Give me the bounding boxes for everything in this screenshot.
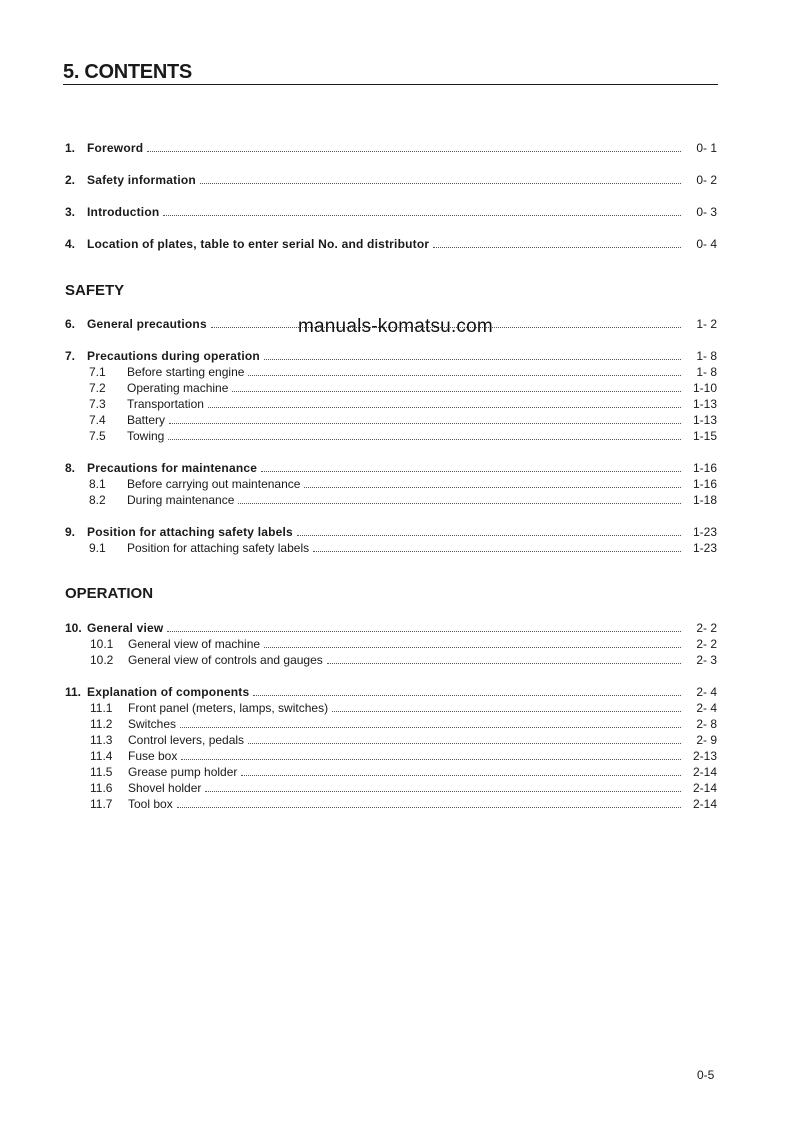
dot-leader [181,758,681,760]
dot-leader [169,422,681,424]
dot-leader [297,534,681,536]
toc-entry-battery[interactable] [65,412,717,427]
dot-leader [241,774,681,776]
toc-page: 1-13 [692,413,717,427]
toc-number: 11.2 [90,717,113,731]
toc-entry-general-view-of-controls[interactable] [65,652,717,667]
dot-leader [313,550,681,552]
toc-label: Before carrying out maintenance [127,477,301,491]
dot-leader [248,742,681,744]
page-title: 5. CONTENTS [63,61,192,83]
dot-leader [163,214,681,216]
toc-number: 11.1 [90,701,113,715]
toc-entry-safety-information[interactable] [65,172,717,187]
toc-page: 2-14 [692,765,717,779]
toc-number: 10. [65,621,82,635]
toc-number: 6. [65,317,76,331]
toc-number: 9.1 [89,541,106,555]
toc-number: 2. [65,173,76,187]
toc-number: 10.1 [90,637,114,651]
toc-entry-transportation[interactable] [65,396,717,411]
toc-page: 2- 3 [696,653,717,667]
toc-entry-location-of-plates[interactable] [65,236,717,251]
toc-page: 1- 8 [696,365,717,379]
toc-number: 11.3 [90,733,113,747]
dot-leader [327,662,681,664]
toc-entry-front-panel[interactable] [65,700,717,715]
toc-page: 1-13 [692,397,717,411]
dot-leader [167,630,681,632]
dot-leader [200,182,681,184]
toc-label: Switches [128,717,177,731]
toc-entry-before-starting-engine[interactable] [65,364,717,379]
dot-leader [264,358,681,360]
toc-page: 2- 4 [696,701,717,715]
toc-label: Operating machine [127,381,229,395]
dot-leader [180,726,681,728]
toc-label: General view of machine [128,637,261,651]
toc-number: 8.1 [89,477,106,491]
toc-label: Foreword [87,141,144,155]
toc-label: Transportation [127,397,204,411]
dot-leader [261,470,681,472]
toc-number: 9. [65,525,76,539]
toc-page: 2- 2 [696,637,717,651]
dot-leader [253,694,681,696]
toc-page: 2- 2 [696,621,717,635]
toc-page: 1-15 [692,429,717,443]
toc-label: General precautions [87,317,207,331]
toc-label: General view of controls and gauges [128,653,323,667]
toc-label: Grease pump holder [128,765,238,779]
toc-entry-shovel-holder[interactable] [65,780,717,795]
toc-label: Precautions during operation [87,349,260,363]
toc-page: 2-13 [692,749,717,763]
toc-entry-foreword[interactable] [65,140,717,155]
toc-entry-explanation-of-components[interactable] [65,684,717,699]
dot-leader [232,390,681,392]
toc-number: 7.5 [89,429,106,443]
toc-label: Safety information [87,173,196,187]
toc-page: 1- 2 [696,317,717,331]
dot-leader [238,502,681,504]
toc-number: 7.2 [89,381,106,395]
toc-page: 0- 2 [696,173,717,187]
toc-page: 1-23 [692,541,717,555]
section-heading-safety: SAFETY [65,282,125,299]
dot-leader [177,806,681,808]
toc-entry-switches[interactable] [65,716,717,731]
dot-leader [332,710,681,712]
toc-label: Position for attaching safety labels [87,525,293,539]
toc-page: 0- 1 [696,141,717,155]
toc-label: Location of plates, table to enter serial No. and distributor [87,237,430,251]
dot-leader [168,438,681,440]
toc-page: 2- 9 [696,733,717,747]
dot-leader [248,374,681,376]
toc-label: Tool box [128,797,173,811]
dot-leader [304,486,681,488]
toc-number: 1. [65,141,76,155]
toc-entry-before-carrying-out-maintenance[interactable] [65,476,717,491]
dot-leader [147,150,681,152]
toc-number: 4. [65,237,76,251]
toc-label: Battery [127,413,166,427]
dot-leader [264,646,681,648]
toc-entry-precautions-during-operation[interactable] [65,348,717,363]
toc-label: Shovel holder [128,781,202,795]
toc-page: 1-23 [692,525,717,539]
toc-entry-operating-machine[interactable] [65,380,717,395]
toc-entry-grease-pump-holder[interactable] [65,764,717,779]
toc-label: During maintenance [127,493,235,507]
toc-entry-position-for-safety-labels-sub[interactable] [65,540,717,555]
toc-number: 7.4 [89,413,106,427]
toc-entry-fuse-box[interactable] [65,748,717,763]
toc-page: 2-14 [692,781,717,795]
section-heading-operation: OPERATION [65,585,154,602]
toc-entry-towing[interactable] [65,428,717,443]
toc-entry-general-view-of-machine[interactable] [65,636,717,651]
toc-page: 0- 3 [696,205,717,219]
toc-label: Before starting engine [127,365,245,379]
toc-entry-position-for-safety-labels[interactable] [65,524,717,539]
toc-number: 10.2 [90,653,114,667]
dot-leader [205,790,681,792]
page-number: 0-5 [697,1068,715,1082]
toc-entry-control-levers-pedals[interactable] [65,732,717,747]
toc-label: Front panel (meters, lamps, switches) [128,701,329,715]
title-rule [63,60,718,85]
dot-leader [208,406,681,408]
toc-page: 1-18 [692,493,717,507]
toc-page: 2-14 [692,797,717,811]
toc-page: 1- 8 [696,349,717,363]
toc-number: 8. [65,461,76,475]
toc-page: 2- 4 [696,685,717,699]
toc-page: 0- 4 [696,237,717,251]
toc-label: Explanation of components [87,685,250,699]
watermark-text: manuals-komatsu.com [298,316,493,337]
dot-leader [433,246,681,248]
toc-page: 1-16 [692,477,717,491]
toc-number: 11.4 [90,749,113,763]
toc-page: 1-16 [692,461,717,475]
toc-page: 2- 8 [696,717,717,731]
toc-entry-general-view[interactable] [65,620,717,635]
toc-label: Position for attaching safety labels [127,541,310,555]
toc-number: 11. [65,685,82,699]
toc-number: 11.7 [90,797,113,811]
toc-number: 11.5 [90,765,113,779]
toc-number: 3. [65,205,76,219]
toc-label: Towing [127,429,165,443]
toc-entry-during-maintenance[interactable] [65,492,717,507]
toc-label: Precautions for maintenance [87,461,258,475]
toc-entry-introduction[interactable] [65,204,717,219]
toc-entry-precautions-for-maintenance[interactable] [65,460,717,475]
toc-label: Control levers, pedals [128,733,245,747]
toc-label: Fuse box [128,749,178,763]
toc-number: 7. [65,349,76,363]
toc-page: 1-10 [692,381,717,395]
toc-label: Introduction [87,205,160,219]
toc-number: 7.3 [89,397,106,411]
toc-label: General view [87,621,164,635]
toc-number: 8.2 [89,493,106,507]
toc-number: 11.6 [90,781,113,795]
toc-entry-tool-box[interactable] [65,796,717,811]
toc-number: 7.1 [89,365,106,379]
